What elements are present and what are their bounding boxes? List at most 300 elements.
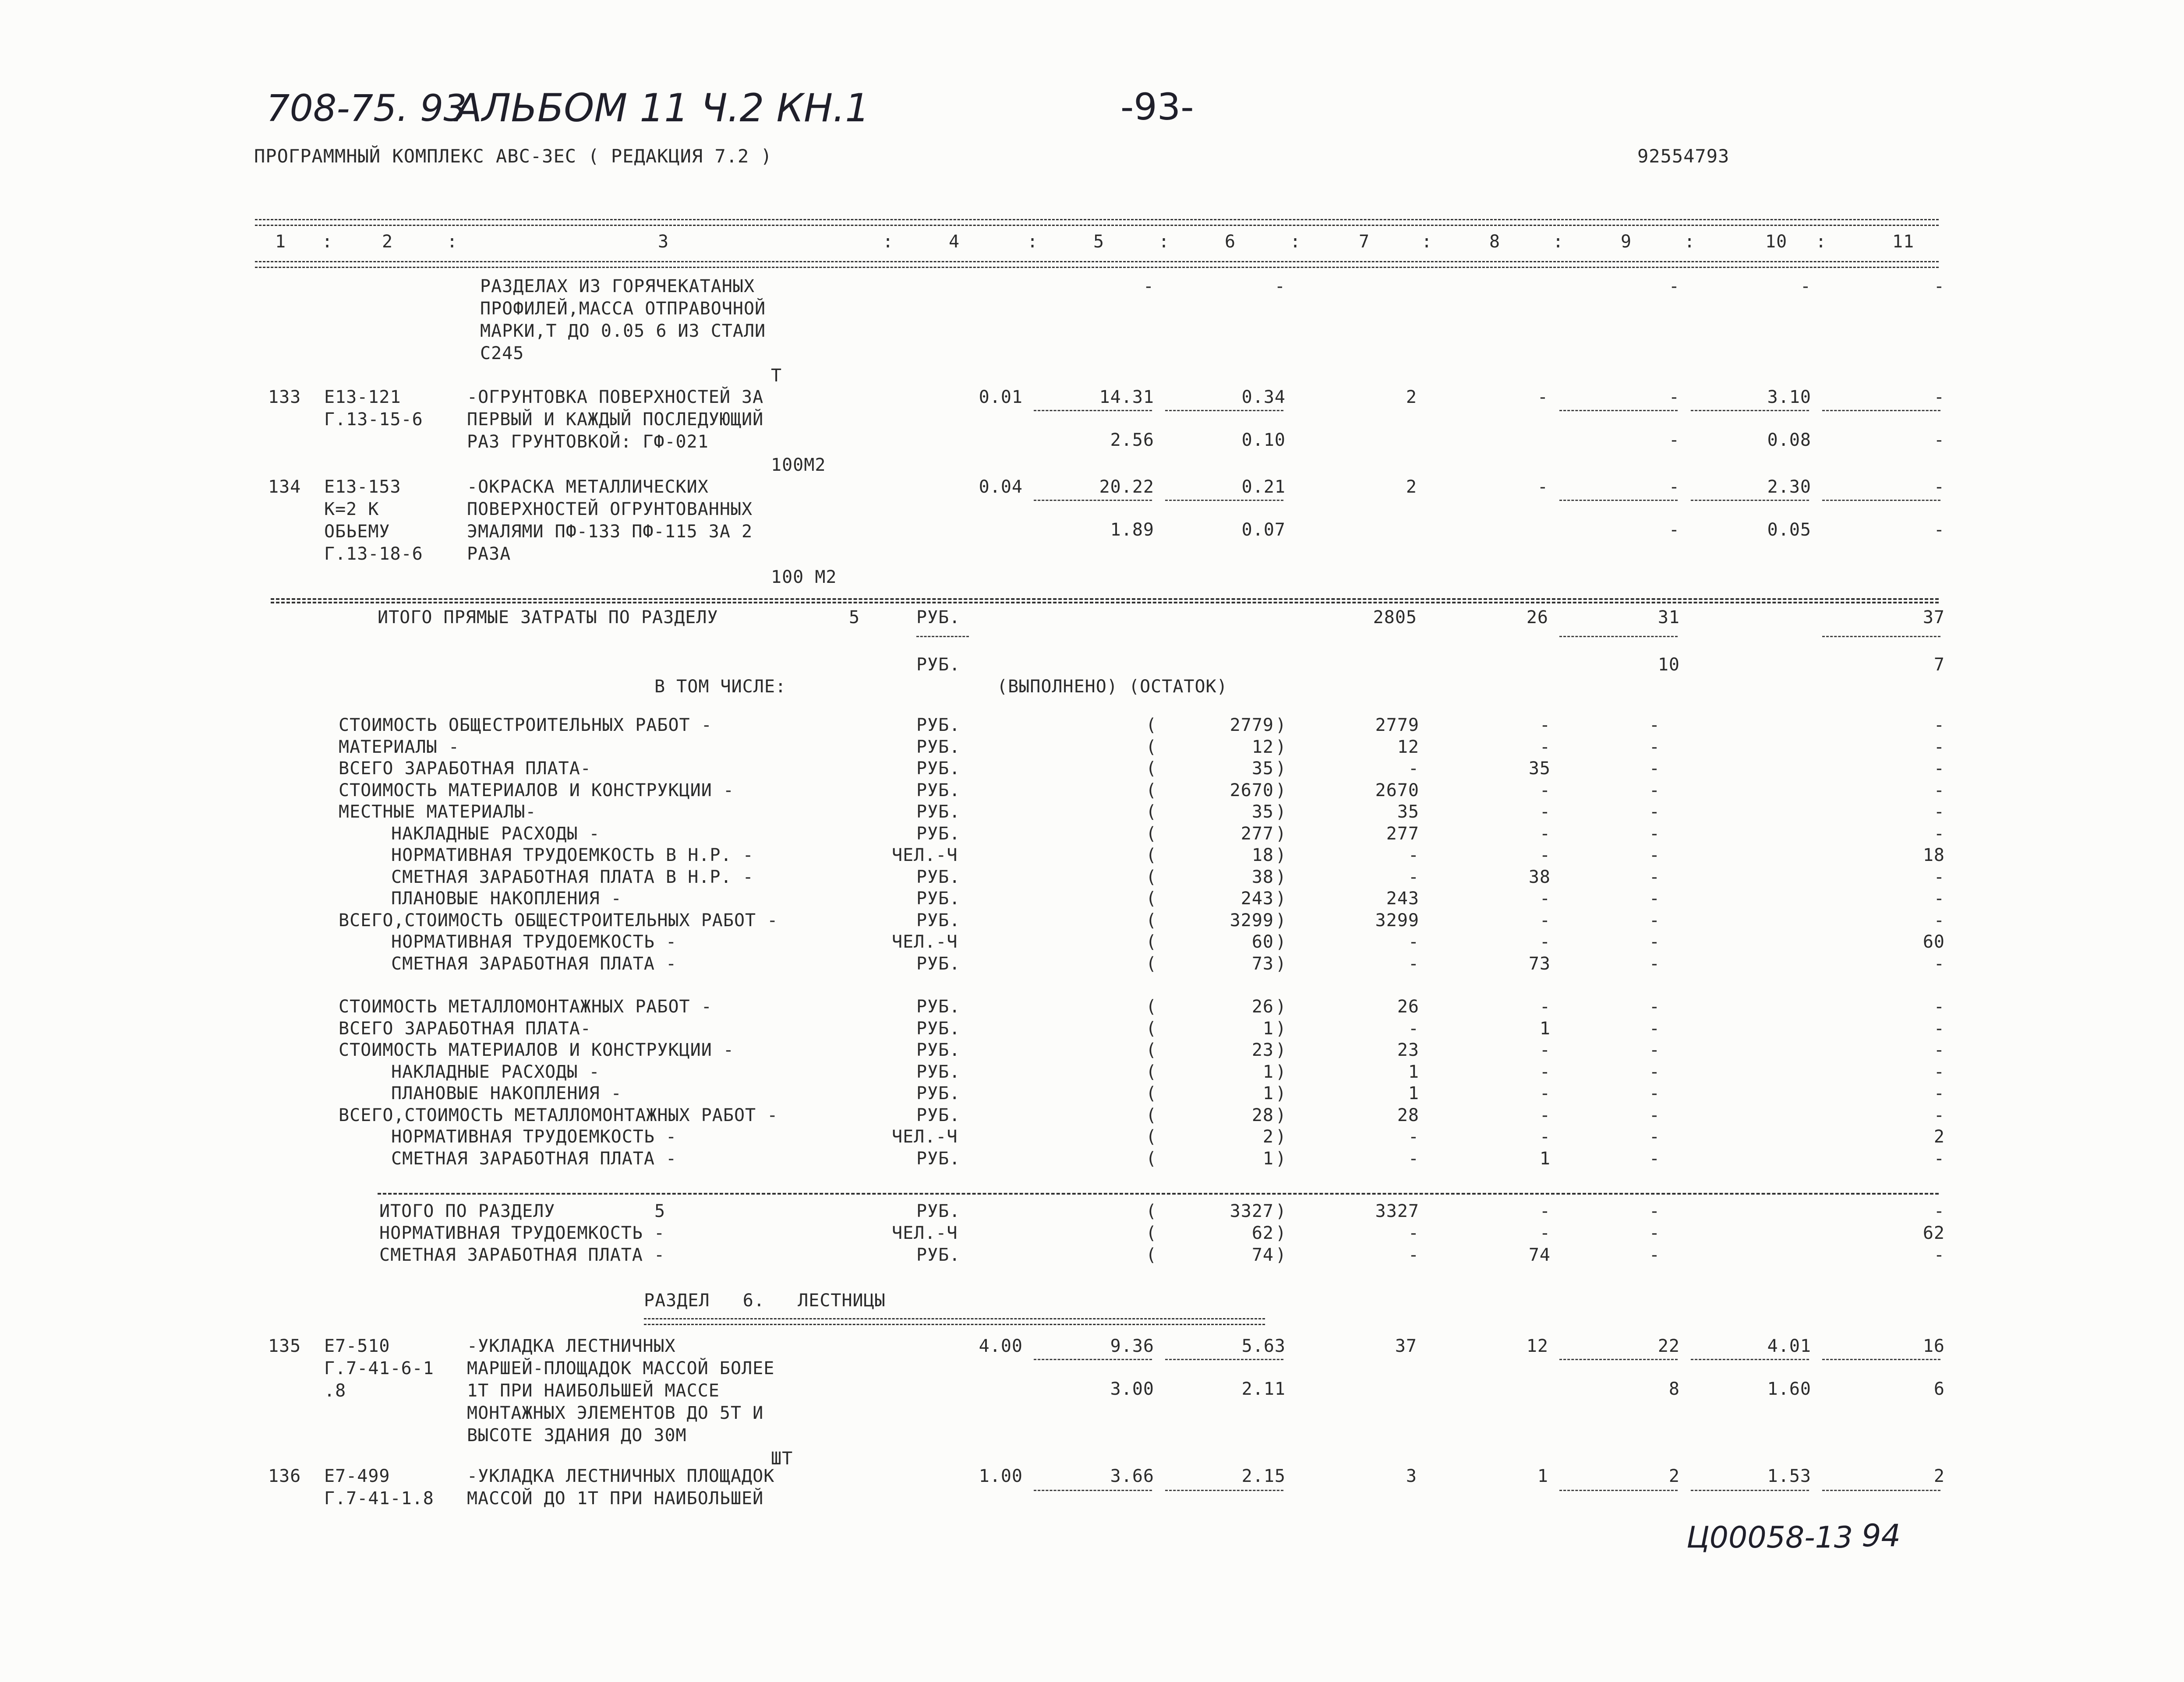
column-separator: : [1553, 232, 1564, 252]
item-c8: - [1537, 477, 1548, 497]
breakdown-value: 73 [1251, 953, 1274, 974]
item-c9: - [1668, 477, 1680, 497]
summary-section: 5 [849, 607, 860, 628]
item-c6: 0.34 [1241, 387, 1286, 407]
paren-open: ( [1146, 1105, 1157, 1125]
paren-close: ) [1276, 1083, 1287, 1104]
item-c10b: 1.60 [1767, 1379, 1811, 1399]
column-header-11: 11 [1892, 232, 1915, 252]
section-total-c8: - [1539, 1201, 1551, 1221]
item-c5b: 3.00 [1110, 1379, 1154, 1399]
item-c8: 12 [1526, 1336, 1548, 1356]
paren-open: ( [1146, 867, 1157, 887]
footer-stamp: Ц00058-13 [1686, 1520, 1853, 1555]
summary-subrule [1559, 636, 1678, 637]
continued-description: РАЗДЕЛАХ ИЗ ГОРЯЧЕКАТАНЫХ [480, 276, 755, 296]
item-code: Е7-499 [324, 1466, 390, 1486]
section-rule [271, 598, 1939, 600]
breakdown-label: СМЕТНАЯ ЗАРАБОТНАЯ ПЛАТА - [391, 953, 677, 974]
breakdown-c11: - [1933, 737, 1945, 757]
breakdown-c11: - [1933, 1105, 1945, 1125]
item-subrule [1559, 1490, 1678, 1491]
section-total-c11: - [1933, 1245, 1945, 1265]
breakdown-label: СТОИМОСТЬ ОБЩЕСТРОИТЕЛЬНЫХ РАБОТ - [339, 715, 712, 735]
breakdown-c7: 2779 [1375, 715, 1419, 735]
breakdown-c11: - [1933, 1040, 1945, 1060]
column-header-6: 6 [1225, 232, 1236, 252]
breakdown-label: ВСЕГО,СТОИМОСТЬ ОБЩЕСТРОИТЕЛЬНЫХ РАБОТ - [339, 910, 778, 931]
breakdown-label: НОРМАТИВНАЯ ТРУДОЕМКОСТЬ - [391, 932, 677, 952]
breakdown-c8: - [1539, 802, 1551, 822]
item-c7: 2 [1406, 387, 1417, 407]
breakdown-unit: РУБ. [916, 758, 961, 779]
column-separator: : [1816, 232, 1827, 252]
breakdown-c8: 38 [1528, 867, 1551, 887]
breakdown-unit: ЧЕЛ.-Ч [892, 932, 958, 952]
paren-close: ) [1276, 867, 1287, 887]
breakdown-label: ВСЕГО ЗАРАБОТНАЯ ПЛАТА- [339, 758, 591, 779]
item-c7: 37 [1395, 1336, 1417, 1356]
footer-sheet-number: 94 [1862, 1518, 1901, 1554]
column-header-5: 5 [1093, 232, 1105, 252]
item-description: -УКЛАДКА ЛЕСТНИЧНЫХ ПЛОЩАДОК [467, 1466, 775, 1486]
breakdown-c9: - [1649, 802, 1660, 822]
breakdown-c8: - [1539, 1083, 1551, 1104]
table-top-rule [255, 219, 1939, 226]
item-subrule [1165, 1490, 1283, 1491]
breakdown-value: 35 [1251, 802, 1274, 822]
column-header-8: 8 [1489, 232, 1501, 252]
item-subrule [1559, 410, 1678, 411]
continued-c10: - [1800, 276, 1811, 296]
item-subrule [1822, 1359, 1940, 1360]
item-c11: 2 [1933, 1466, 1945, 1486]
item-unit: 100 М2 [771, 567, 837, 587]
column-separator: : [1684, 232, 1696, 252]
breakdown-c9: - [1649, 780, 1660, 800]
item-subrule [1165, 500, 1283, 501]
breakdown-c7: - [1408, 845, 1419, 865]
breakdown-c9: - [1649, 1127, 1660, 1147]
breakdown-c9: - [1649, 715, 1660, 735]
item-subrule [1691, 1490, 1809, 1491]
item-description: ПОВЕРХНОСТЕЙ ОГРУНТОВАННЫХ [467, 499, 753, 519]
breakdown-unit: РУБ. [916, 910, 961, 931]
paren-open: ( [1146, 953, 1157, 974]
item-c9b: - [1668, 520, 1680, 540]
column-header-3: 3 [658, 232, 669, 252]
breakdown-value: 277 [1240, 823, 1274, 844]
paren-open: ( [1146, 1083, 1157, 1104]
summary-subrule [916, 636, 969, 637]
item-unit: ШТ [771, 1449, 793, 1469]
paren-close: ) [1276, 802, 1287, 822]
breakdown-c9: - [1649, 867, 1660, 887]
section-total-c9: - [1649, 1223, 1660, 1243]
item-c5: 14.31 [1099, 387, 1154, 407]
item-subrule [1822, 500, 1940, 501]
item-code: К=2 К [324, 499, 379, 519]
breakdown-c9: - [1649, 910, 1660, 931]
breakdown-c11: - [1933, 910, 1945, 931]
breakdown-c9: - [1649, 845, 1660, 865]
paren-close: ) [1276, 932, 1287, 952]
breakdown-unit: РУБ. [916, 780, 961, 800]
section-total-value: 62 [1251, 1223, 1274, 1243]
breakdown-c11: - [1933, 823, 1945, 844]
breakdown-c7: - [1408, 1018, 1419, 1039]
breakdown-label: СМЕТНАЯ ЗАРАБОТНАЯ ПЛАТА В Н.Р. - [391, 867, 754, 887]
item-c7: 2 [1406, 477, 1417, 497]
breakdown-value: 23 [1251, 1040, 1274, 1060]
breakdown-c7: 26 [1397, 997, 1419, 1017]
item-number: 136 [268, 1466, 301, 1486]
table-header-rule [255, 261, 1939, 268]
summary-c9: 31 [1657, 607, 1680, 628]
section-6-underline [644, 1318, 1265, 1325]
continued-description: МАРКИ,Т ДО 0.05 6 ИЗ СТАЛИ [480, 321, 766, 341]
breakdown-c8: - [1539, 997, 1551, 1017]
breakdown-unit: РУБ. [916, 867, 961, 887]
section-total-value: 3327 [1230, 1201, 1274, 1221]
column-separator: : [322, 232, 333, 252]
paren-close: ) [1276, 1201, 1287, 1221]
paren-close: ) [1276, 910, 1287, 931]
continued-description: ПРОФИЛЕЙ,МАССА ОТПРАВОЧНОЙ [480, 299, 766, 319]
item-c6b: 2.11 [1241, 1379, 1286, 1399]
item-c5: 20.22 [1099, 477, 1154, 497]
column-header-7: 7 [1359, 232, 1370, 252]
breakdown-c11: 18 [1922, 845, 1945, 865]
summary-unit2: РУБ. [916, 655, 961, 675]
item-subrule [1691, 500, 1809, 501]
breakdown-c11: - [1933, 997, 1945, 1017]
paren-open: ( [1146, 932, 1157, 952]
breakdown-c9: - [1649, 1061, 1660, 1082]
section-total-c7: 3327 [1375, 1201, 1419, 1221]
breakdown-c11: - [1933, 1148, 1945, 1169]
item-description: МАССОЙ ДО 1Т ПРИ НАИБОЛЬШЕЙ [467, 1488, 764, 1509]
breakdown-label: НАКЛАДНЫЕ РАСХОДЫ - [391, 823, 600, 844]
paren-close: ) [1276, 823, 1287, 844]
breakdown-value: 2670 [1230, 780, 1274, 800]
breakdown-c11: 60 [1922, 932, 1945, 952]
item-c4: 1.00 [979, 1466, 1023, 1486]
document-code: 92554793 [1637, 145, 1730, 167]
section-total-unit: РУБ. [916, 1245, 961, 1265]
breakdown-c8: 73 [1528, 953, 1551, 974]
column-separator: : [1421, 232, 1433, 252]
continued-c6: - [1274, 276, 1286, 296]
item-c5: 3.66 [1110, 1466, 1154, 1486]
breakdown-value: 26 [1251, 997, 1274, 1017]
item-code: Г.13-15-6 [324, 409, 423, 430]
item-c7: 3 [1406, 1466, 1417, 1486]
breakdown-c8: 1 [1539, 1018, 1551, 1039]
breakdown-c8: 35 [1528, 758, 1551, 779]
breakdown-c11: - [1933, 953, 1945, 974]
item-c10: 2.30 [1767, 477, 1811, 497]
summary-including: В ТОМ ЧИСЛЕ: [654, 677, 786, 697]
continued-c9: - [1668, 276, 1680, 296]
breakdown-c8: - [1539, 910, 1551, 931]
paren-close: ) [1276, 1018, 1287, 1039]
paren-close: ) [1276, 1040, 1287, 1060]
breakdown-c7: 12 [1397, 737, 1419, 757]
summary-c7: 2805 [1373, 607, 1417, 628]
item-code: Г.7-41-1.8 [324, 1488, 434, 1509]
item-c6b: 0.10 [1241, 430, 1286, 450]
breakdown-c8: - [1539, 1105, 1551, 1125]
breakdown-value: 28 [1251, 1105, 1274, 1125]
breakdown-unit: РУБ. [916, 823, 961, 844]
breakdown-c8: - [1539, 1127, 1551, 1147]
item-c4: 0.04 [979, 477, 1023, 497]
breakdown-c7: - [1408, 867, 1419, 887]
paren-open: ( [1146, 802, 1157, 822]
item-subrule [1165, 1359, 1283, 1360]
breakdown-c9: - [1649, 1018, 1660, 1039]
breakdown-value: 1 [1262, 1148, 1274, 1169]
breakdown-unit: РУБ. [916, 889, 961, 909]
item-c6: 0.21 [1241, 477, 1286, 497]
paren-close: ) [1276, 737, 1287, 757]
item-c4: 4.00 [979, 1336, 1023, 1356]
breakdown-c11: - [1933, 715, 1945, 735]
item-description: -ОКРАСКА МЕТАЛЛИЧЕСКИХ [467, 477, 709, 497]
paren-open: ( [1146, 889, 1157, 909]
item-description: РАЗА [467, 544, 511, 564]
breakdown-label: ПЛАНОВЫЕ НАКОПЛЕНИЯ - [391, 889, 622, 909]
item-c10b: 0.05 [1767, 520, 1811, 540]
item-number: 133 [268, 387, 301, 407]
item-c10b: 0.08 [1767, 430, 1811, 450]
breakdown-c7: - [1408, 1148, 1419, 1169]
item-unit: 100М2 [771, 455, 826, 475]
item-description: ВЫСОТЕ ЗДАНИЯ ДО 30М [467, 1425, 687, 1446]
column-header-9: 9 [1621, 232, 1632, 252]
item-subrule [1822, 1490, 1940, 1491]
paren-open: ( [1146, 758, 1157, 779]
item-c6: 2.15 [1241, 1466, 1286, 1486]
column-separator: : [883, 232, 894, 252]
breakdown-label: СТОИМОСТЬ МАТЕРИАЛОВ И КОНСТРУКЦИИ - [339, 780, 734, 800]
item-c11: 16 [1922, 1336, 1945, 1356]
section-total-c11: 62 [1922, 1223, 1945, 1243]
column-separator: : [1159, 232, 1170, 252]
section-total-unit: РУБ. [916, 1201, 961, 1221]
breakdown-c7: 243 [1386, 889, 1419, 909]
breakdown-label: СТОИМОСТЬ МЕТАЛЛОМОНТАЖНЫХ РАБОТ - [339, 997, 712, 1017]
item-subrule [1034, 410, 1152, 411]
item-description: МОНТАЖНЫХ ЭЛЕМЕНТОВ ДО 5Т И [467, 1403, 764, 1423]
paren-open: ( [1146, 1127, 1157, 1147]
section-total-label: НОРМАТИВНАЯ ТРУДОЕМКОСТЬ - [379, 1223, 665, 1243]
section-total-c7: - [1408, 1245, 1419, 1265]
item-c9b: - [1668, 430, 1680, 450]
breakdown-c9: - [1649, 953, 1660, 974]
page-number: -93- [1120, 85, 1194, 128]
item-code: Г.13-18-6 [324, 544, 423, 564]
breakdown-c11: - [1933, 1018, 1945, 1039]
breakdown-c11: - [1933, 1083, 1945, 1104]
paren-open: ( [1146, 737, 1157, 757]
paren-close: ) [1276, 1061, 1287, 1082]
breakdown-value: 38 [1251, 867, 1274, 887]
item-code: Г.7-41-6-1 [324, 1358, 434, 1379]
breakdown-c9: - [1649, 1148, 1660, 1169]
breakdown-unit: РУБ. [916, 953, 961, 974]
item-number: 134 [268, 477, 301, 497]
continued-description: С245 [480, 343, 524, 363]
paren-close: ) [1276, 1223, 1287, 1243]
summary-c8: 26 [1526, 607, 1548, 628]
breakdown-c7: 28 [1397, 1105, 1419, 1125]
section-total-c8: - [1539, 1223, 1551, 1243]
continued-c5: - [1143, 276, 1154, 296]
item-code: .8 [324, 1381, 346, 1401]
item-c5b: 1.89 [1110, 520, 1154, 540]
paren-close: ) [1276, 953, 1287, 974]
breakdown-value: 1 [1262, 1018, 1274, 1039]
breakdown-unit: ЧЕЛ.-Ч [892, 1127, 958, 1147]
paren-close: ) [1276, 780, 1287, 800]
item-c10: 3.10 [1767, 387, 1811, 407]
breakdown-c9: - [1649, 823, 1660, 844]
breakdown-value: 18 [1251, 845, 1274, 865]
breakdown-c8: - [1539, 780, 1551, 800]
totals-rule [378, 1193, 1939, 1195]
paren-open: ( [1146, 1040, 1157, 1060]
breakdown-value: 3299 [1230, 910, 1274, 931]
breakdown-c7: - [1408, 953, 1419, 974]
column-separator: : [1290, 232, 1301, 252]
paren-open: ( [1146, 1148, 1157, 1169]
item-subrule [1034, 500, 1152, 501]
item-subrule [1691, 410, 1809, 411]
item-subrule [1822, 410, 1940, 411]
album-title: АЛЬБОМ 11 Ч.2 КН.1 [456, 85, 870, 130]
section-total-label: ИТОГО ПО РАЗДЕЛУ [379, 1201, 555, 1221]
item-c6b: 0.07 [1241, 520, 1286, 540]
breakdown-unit: РУБ. [916, 997, 961, 1017]
breakdown-value: 1 [1262, 1061, 1274, 1082]
breakdown-c8: - [1539, 737, 1551, 757]
paren-close: ) [1276, 715, 1287, 735]
breakdown-c7: - [1408, 1127, 1419, 1147]
breakdown-label: ВСЕГО,СТОИМОСТЬ МЕТАЛЛОМОНТАЖНЫХ РАБОТ - [339, 1105, 778, 1125]
breakdown-c8: - [1539, 1040, 1551, 1060]
breakdown-c11: - [1933, 802, 1945, 822]
item-subrule [1165, 410, 1283, 411]
column-header-4: 4 [949, 232, 960, 252]
item-c9: - [1668, 387, 1680, 407]
breakdown-c7: - [1408, 932, 1419, 952]
breakdown-c7: 23 [1397, 1040, 1419, 1060]
summary-subrule [1822, 636, 1940, 637]
breakdown-c9: - [1649, 758, 1660, 779]
summary-c11b: 7 [1933, 655, 1945, 675]
breakdown-c7: 35 [1397, 802, 1419, 822]
paren-close: ) [1276, 845, 1287, 865]
summary-label: ИТОГО ПРЯМЫЕ ЗАТРАТЫ ПО РАЗДЕЛУ [378, 607, 718, 628]
paren-close: ) [1276, 758, 1287, 779]
breakdown-c8: - [1539, 889, 1551, 909]
paren-close: ) [1276, 1105, 1287, 1125]
breakdown-label: ВСЕГО ЗАРАБОТНАЯ ПЛАТА- [339, 1018, 591, 1039]
paren-open: ( [1146, 1223, 1157, 1243]
breakdown-unit: РУБ. [916, 1018, 961, 1039]
breakdown-label: ПЛАНОВЫЕ НАКОПЛЕНИЯ - [391, 1083, 622, 1104]
item-c8: - [1537, 387, 1548, 407]
item-description: ЭМАЛЯМИ ПФ-133 ПФ-115 ЗА 2 [467, 522, 753, 542]
item-subrule [1691, 1359, 1809, 1360]
item-code: Е7-510 [324, 1336, 390, 1356]
item-number: 135 [268, 1336, 301, 1356]
breakdown-value: 1 [1262, 1083, 1274, 1104]
continued-c11: - [1933, 276, 1945, 296]
breakdown-value: 60 [1251, 932, 1274, 952]
breakdown-label: НОРМАТИВНАЯ ТРУДОЕМКОСТЬ В Н.Р. - [391, 845, 754, 865]
item-c10: 1.53 [1767, 1466, 1811, 1486]
breakdown-c11: - [1933, 780, 1945, 800]
breakdown-c8: - [1539, 845, 1551, 865]
section-total-c9: - [1649, 1201, 1660, 1221]
breakdown-label: НОРМАТИВНАЯ ТРУДОЕМКОСТЬ - [391, 1127, 677, 1147]
item-code: Е13-153 [324, 477, 401, 497]
program-title: ПРОГРАММНЫЙ КОМПЛЕКС АВС-3ЕС ( РЕДАКЦИЯ 7.2 ) [254, 145, 772, 167]
breakdown-c9: - [1649, 737, 1660, 757]
breakdown-c9: - [1649, 1105, 1660, 1125]
summary-unit: РУБ. [916, 607, 961, 628]
item-c9b: 8 [1668, 1379, 1680, 1399]
item-c11b: 6 [1933, 1379, 1945, 1399]
paren-open: ( [1146, 1061, 1157, 1082]
section-total-c11: - [1933, 1201, 1945, 1221]
breakdown-unit: ЧЕЛ.-Ч [892, 845, 958, 865]
breakdown-c8: - [1539, 1061, 1551, 1082]
breakdown-unit: РУБ. [916, 802, 961, 822]
paren-close: ) [1276, 1245, 1287, 1265]
breakdown-c9: - [1649, 889, 1660, 909]
breakdown-value: 35 [1251, 758, 1274, 779]
item-c11: - [1933, 387, 1945, 407]
paren-open: ( [1146, 910, 1157, 931]
summary-done-remaining: (ВЫПОЛНЕНО) (ОСТАТОК) [997, 677, 1228, 697]
item-c6: 5.63 [1241, 1336, 1286, 1356]
item-c11b: - [1933, 520, 1945, 540]
continued-unit: Т [771, 366, 782, 386]
item-description: МАРШЕЙ-ПЛОЩАДОК МАССОЙ БОЛЕЕ [467, 1358, 775, 1379]
item-c11: - [1933, 477, 1945, 497]
item-c9: 22 [1657, 1336, 1680, 1356]
section-rule [271, 602, 1939, 603]
item-c5b: 2.56 [1110, 430, 1154, 450]
paren-open: ( [1146, 1018, 1157, 1039]
breakdown-label: СТОИМОСТЬ МАТЕРИАЛОВ И КОНСТРУКЦИИ - [339, 1040, 734, 1060]
breakdown-c8: - [1539, 823, 1551, 844]
item-c5: 9.36 [1110, 1336, 1154, 1356]
item-c10: 4.01 [1767, 1336, 1811, 1356]
breakdown-unit: РУБ. [916, 715, 961, 735]
breakdown-c8: 1 [1539, 1148, 1551, 1169]
paren-open: ( [1146, 715, 1157, 735]
column-header-10: 10 [1765, 232, 1788, 252]
item-description: -ОГРУНТОВКА ПОВЕРХНОСТЕЙ ЗА [467, 387, 764, 407]
section-total-label: СМЕТНАЯ ЗАРАБОТНАЯ ПЛАТА - [379, 1245, 665, 1265]
item-code: ОБЬЕМУ [324, 522, 390, 542]
paren-open: ( [1146, 1245, 1157, 1265]
